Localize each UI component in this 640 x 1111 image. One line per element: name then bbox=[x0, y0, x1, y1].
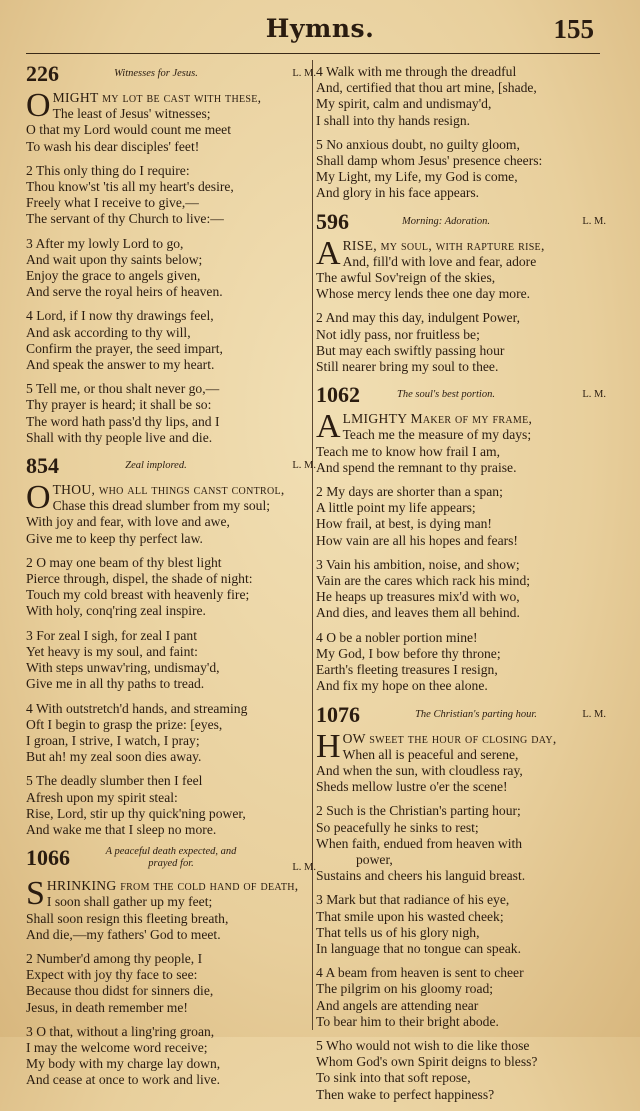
hymn-title: Zeal implored. bbox=[125, 460, 187, 472]
hymn-line: And glory in his face appears. bbox=[316, 185, 480, 201]
hymn-line: 2 My days are shorter than a span; bbox=[316, 484, 503, 500]
hymn-line: And cease at once to work and live. bbox=[26, 1072, 221, 1088]
hymn-line: To bear him to their bright abode. bbox=[316, 1013, 499, 1029]
hymn-line: He heaps up treasures mix'd with wo, bbox=[316, 589, 520, 605]
hymn-line: 4 With outstretch'd hands, and streaming bbox=[26, 700, 248, 716]
hymn-title-line: prayed for. bbox=[148, 858, 194, 870]
hymn-line: With joy and fear, with love and awe, bbox=[26, 514, 230, 530]
hymn-line: In language that no tongue can speak. bbox=[316, 940, 521, 956]
hymn-line: Sustains and cheers his languid breast. bbox=[316, 868, 526, 884]
drop-cap: A bbox=[316, 234, 341, 272]
hymn-line: I groan, I strive, I watch, I pray; bbox=[26, 732, 200, 748]
hymn-line: But may each swiftly passing hour bbox=[316, 342, 505, 358]
hymn-line: The least of Jesus' witnesses; bbox=[52, 106, 211, 122]
hymn-line: 2 Such is the Christian's parting hour; bbox=[316, 803, 521, 819]
stanza bbox=[26, 87, 316, 155]
hymn-line: Touch my cold breast with heavenly fire; bbox=[26, 587, 250, 603]
hymn-line: 2 Number'd among thy people, I bbox=[26, 950, 203, 966]
stanza bbox=[26, 951, 316, 1016]
hymn-line: But ah! my zeal soon dies away. bbox=[26, 749, 202, 765]
hymn-line: Because thou didst for sinners die, bbox=[26, 983, 214, 999]
hymn-line: 5 The deadly slumber then I feel bbox=[26, 773, 203, 789]
left-column bbox=[26, 61, 316, 1097]
hymn-line: The pilgrim on his gloomy road; bbox=[316, 981, 494, 997]
hymn-line: Shall damp whom Jesus' presence cheers: bbox=[316, 153, 543, 169]
stanza bbox=[26, 236, 316, 301]
hymn-line: 3 Mark but that radiance of his eye, bbox=[316, 892, 510, 908]
hymn-line: And, fill'd with love and fear, adore bbox=[342, 253, 537, 269]
hymn-line: 4 Walk with me through the dreadful bbox=[316, 64, 517, 79]
hymn-line: Thy prayer is heard; it shall be so: bbox=[26, 397, 212, 413]
hymn-line: Then wake to perfect happiness? bbox=[316, 1086, 495, 1102]
hymn-meter: L. M. bbox=[292, 68, 316, 79]
hymn-line: I shall into thy hands resign. bbox=[316, 112, 471, 128]
hymn-line: My Light, my Life, my God is come, bbox=[316, 169, 518, 185]
hymn-line: A little point my life appears; bbox=[316, 500, 476, 516]
hymn-line: Pierce through, dispel, the shade of night: bbox=[26, 571, 253, 587]
stanza bbox=[316, 484, 606, 549]
hymn-1066-continued bbox=[316, 64, 606, 202]
hymn-header bbox=[316, 701, 606, 731]
hymn-line: 4 A beam from heaven is sent to cheer bbox=[316, 965, 524, 981]
hymn-header bbox=[26, 453, 316, 482]
hymn-line: Whom God's own Spirit deigns to bless? bbox=[316, 1054, 538, 1070]
drop-cap: H bbox=[316, 727, 341, 765]
hymn-line: Chase this dread slumber from my soul; bbox=[52, 498, 271, 514]
hymn-line: And when the sun, with cloudless ray, bbox=[316, 762, 523, 778]
hymn-meter: L. M. bbox=[582, 708, 606, 720]
hymn-line: Thou know'st 'tis all my heart's desire, bbox=[26, 179, 234, 195]
hymn-line: When all is peaceful and serene, bbox=[342, 746, 519, 762]
hymn-line: 3 After my lowly Lord to go, bbox=[26, 235, 184, 251]
hymn-line: Freely what I receive to give,— bbox=[26, 195, 199, 211]
hymn-header bbox=[316, 208, 606, 238]
hymn-line: And die,—my fathers' God to meet. bbox=[26, 926, 221, 942]
hymn-number: 1066 bbox=[26, 845, 70, 871]
hymn-line: With holy, conq'ring zeal inspire. bbox=[26, 603, 206, 619]
hymn-line: Give me in all thy paths to tread. bbox=[26, 676, 205, 692]
hymn-line: OW sweet the hour of closing day, bbox=[342, 730, 557, 746]
hymn-line: And spend the remnant to thy praise. bbox=[316, 459, 517, 475]
stanza bbox=[316, 892, 606, 957]
hymn-line: How vain are all his hopes and fears! bbox=[316, 532, 518, 548]
hymn-line: Shall with thy people live and die. bbox=[26, 429, 213, 445]
hymn-line: I may the welcome word receive; bbox=[26, 1039, 208, 1055]
hymn-line: How frail, at best, is dying man! bbox=[316, 516, 492, 532]
hymn-line: Whose mercy lends thee one day more. bbox=[316, 286, 531, 302]
stanza bbox=[26, 701, 316, 766]
hymn-line: My God, I bow before thy throne; bbox=[316, 645, 501, 661]
hymn-line: LMIGHTY Maker of my frame, bbox=[342, 411, 533, 427]
stanza bbox=[316, 1038, 606, 1103]
hymn-line: And fix my hope on thee alone. bbox=[316, 678, 488, 694]
hymn-line: And speak the answer to my heart. bbox=[26, 357, 215, 373]
hymn-line: THOU, who all things canst control, bbox=[52, 482, 285, 498]
stanza bbox=[316, 630, 606, 695]
hymn-line: The awful Sov'reign of the skies, bbox=[316, 270, 496, 286]
hymn-line: To sink into that soft repose, bbox=[316, 1070, 471, 1086]
running-title: Hymns. bbox=[265, 14, 375, 43]
hymn-line: Teach me the measure of my days; bbox=[342, 427, 532, 443]
hymn-line: 3 Vain his ambition, noise, and show; bbox=[316, 556, 520, 572]
hymn-line: When faith, endued from heaven with bbox=[316, 835, 523, 851]
hymn-line: And serve the royal heirs of heaven. bbox=[26, 284, 223, 300]
hymn-line: And dies, and leaves them all behind. bbox=[316, 605, 520, 621]
stanza bbox=[316, 727, 606, 796]
hymn-line: The servant of thy Church to live:— bbox=[26, 211, 224, 227]
stanza bbox=[316, 234, 606, 303]
header-rule bbox=[26, 53, 600, 54]
hymn-line: With steps unwav'ring, undismay'd, bbox=[26, 660, 220, 676]
hymn-line: 5 Who would not wish to die like those bbox=[316, 1037, 530, 1053]
hymn-line: Vain are the cares which rack his mind; bbox=[316, 573, 531, 589]
hymn-title: Morning: Adoration. bbox=[402, 215, 490, 227]
stanza bbox=[316, 557, 606, 622]
hymn-line: Rise, Lord, stir up thy quick'ning power, bbox=[26, 805, 246, 821]
hymn-line: And, certified that thou art mine, [shade, bbox=[316, 80, 537, 96]
stanza bbox=[316, 965, 606, 1030]
hymn-1066 bbox=[26, 845, 316, 1088]
hymn-header bbox=[26, 845, 316, 878]
hymn-line: Confirm the prayer, the seed impart, bbox=[26, 340, 223, 356]
hymn-line: power, bbox=[356, 851, 393, 867]
hymn-line: 5 No anxious doubt, no guilty gloom, bbox=[316, 136, 520, 152]
hymn-line: O that my Lord would count me meet bbox=[26, 122, 231, 138]
hymn-line: HRINKING from the cold hand of death, bbox=[46, 878, 299, 894]
stanza bbox=[316, 803, 606, 884]
hymn-line: And ask according to thy will, bbox=[26, 324, 191, 340]
stanza bbox=[26, 381, 316, 446]
stanza bbox=[26, 1024, 316, 1089]
hymn-line: Not idly pass, nor fruitless be; bbox=[316, 326, 480, 342]
hymn-line: That smile upon his wasted cheek; bbox=[316, 908, 504, 924]
hymn-title: The Christian's parting hour. bbox=[415, 708, 537, 720]
stanza bbox=[26, 479, 316, 547]
hymn-line: Expect with joy thy face to see: bbox=[26, 967, 198, 983]
hymn-number: 1076 bbox=[316, 701, 360, 727]
hymn-line: Still nearer bring my soul to thee. bbox=[316, 359, 499, 375]
hymn-number: 596 bbox=[316, 208, 349, 234]
hymn-title: Witnesses for Jesus. bbox=[114, 68, 198, 79]
hymn-596 bbox=[316, 208, 606, 376]
hymn-line: And angels are attending near bbox=[316, 997, 479, 1013]
page-header bbox=[0, 0, 640, 56]
hymn-line: Earth's fleeting treasures I resign, bbox=[316, 662, 498, 678]
stanza bbox=[316, 137, 606, 202]
hymn-meter: L. M. bbox=[582, 389, 606, 401]
hymn-title bbox=[70, 846, 272, 870]
hymn-line: 2 O may one beam of thy blest light bbox=[26, 554, 222, 570]
stanza bbox=[316, 64, 606, 129]
drop-cap: A bbox=[316, 408, 341, 446]
stanza bbox=[26, 628, 316, 693]
hymn-line: Jesus, in death remember me! bbox=[26, 999, 188, 1015]
hymn-line: Teach me to know how frail I am, bbox=[316, 443, 501, 459]
hymn-title-line: A peaceful death expected, and bbox=[105, 846, 237, 858]
stanza bbox=[26, 555, 316, 620]
stanza bbox=[316, 310, 606, 375]
hymn-meter: L. M. bbox=[292, 862, 316, 874]
hymn-number: 854 bbox=[26, 453, 59, 479]
hymn-line: The word hath pass'd thy lips, and I bbox=[26, 413, 220, 429]
hymn-line: My spirit, calm and undismay'd, bbox=[316, 96, 492, 112]
hymn-line: Enjoy the grace to angels given, bbox=[26, 268, 201, 284]
hymn-line: Oft I begin to grasp the prize: [eyes, bbox=[26, 716, 223, 732]
stanza bbox=[26, 308, 316, 373]
hymn-line: Shall soon resign this fleeting breath, bbox=[26, 910, 229, 926]
drop-cap: S bbox=[26, 875, 45, 913]
hymn-line: My body with my charge lay down, bbox=[26, 1056, 221, 1072]
hymn-header bbox=[316, 382, 606, 411]
hymn-line: 5 Tell me, or thou shalt never go,— bbox=[26, 381, 220, 397]
hymn-title: The soul's best portion. bbox=[397, 389, 495, 401]
hymn-line: 2 And may this day, indulgent Power, bbox=[316, 310, 520, 326]
hymn-line: 3 O that, without a ling'ring groan, bbox=[26, 1023, 215, 1039]
hymn-number: 226 bbox=[26, 61, 59, 86]
hymn-line: Afresh upon my spirit steal: bbox=[26, 789, 178, 805]
hymn-header bbox=[26, 61, 316, 90]
hymn-line: 2 This only thing do I require: bbox=[26, 162, 190, 178]
hymn-line: Yet heavy is my soul, and faint: bbox=[26, 643, 198, 659]
hymn-line: RISE, my soul, with rapture rise, bbox=[342, 237, 545, 253]
page-number: 155 bbox=[553, 14, 594, 44]
hymn-number: 1062 bbox=[316, 382, 360, 408]
hymn-226 bbox=[26, 61, 316, 446]
stanza bbox=[316, 408, 606, 476]
hymn-line: And wait upon thy saints below; bbox=[26, 251, 203, 267]
hymn-line: That tells us of his glory nigh, bbox=[316, 924, 480, 940]
hymn-1076 bbox=[316, 701, 606, 1103]
hymn-line: And wake me that I sleep no more. bbox=[26, 821, 217, 837]
hymn-line: I soon shall gather up my feet; bbox=[46, 894, 213, 910]
hymn-1062 bbox=[316, 382, 606, 694]
hymn-854 bbox=[26, 453, 316, 838]
hymn-meter: L. M. bbox=[292, 460, 316, 472]
hymn-line: So peacefully he sinks to rest; bbox=[316, 819, 479, 835]
drop-cap: O bbox=[26, 87, 51, 124]
hymn-line: Sheds mellow lustre o'er the scene! bbox=[316, 779, 508, 795]
hymn-line: MIGHT my lot be cast with these, bbox=[52, 90, 262, 105]
hymn-line: Give me to keep thy perfect law. bbox=[26, 530, 203, 546]
drop-cap: O bbox=[26, 479, 51, 517]
hymn-line: 4 Lord, if I now thy drawings feel, bbox=[26, 308, 214, 324]
stanza bbox=[26, 875, 316, 943]
right-column bbox=[316, 64, 606, 1111]
hymn-line: To wash his dear disciples' feet! bbox=[26, 138, 200, 154]
stanza bbox=[26, 773, 316, 838]
hymn-meter: L. M. bbox=[582, 215, 606, 227]
stanza bbox=[26, 163, 316, 228]
hymn-line: 3 For zeal I sigh, for zeal I pant bbox=[26, 627, 197, 643]
hymn-line: 4 O be a nobler portion mine! bbox=[316, 629, 478, 645]
